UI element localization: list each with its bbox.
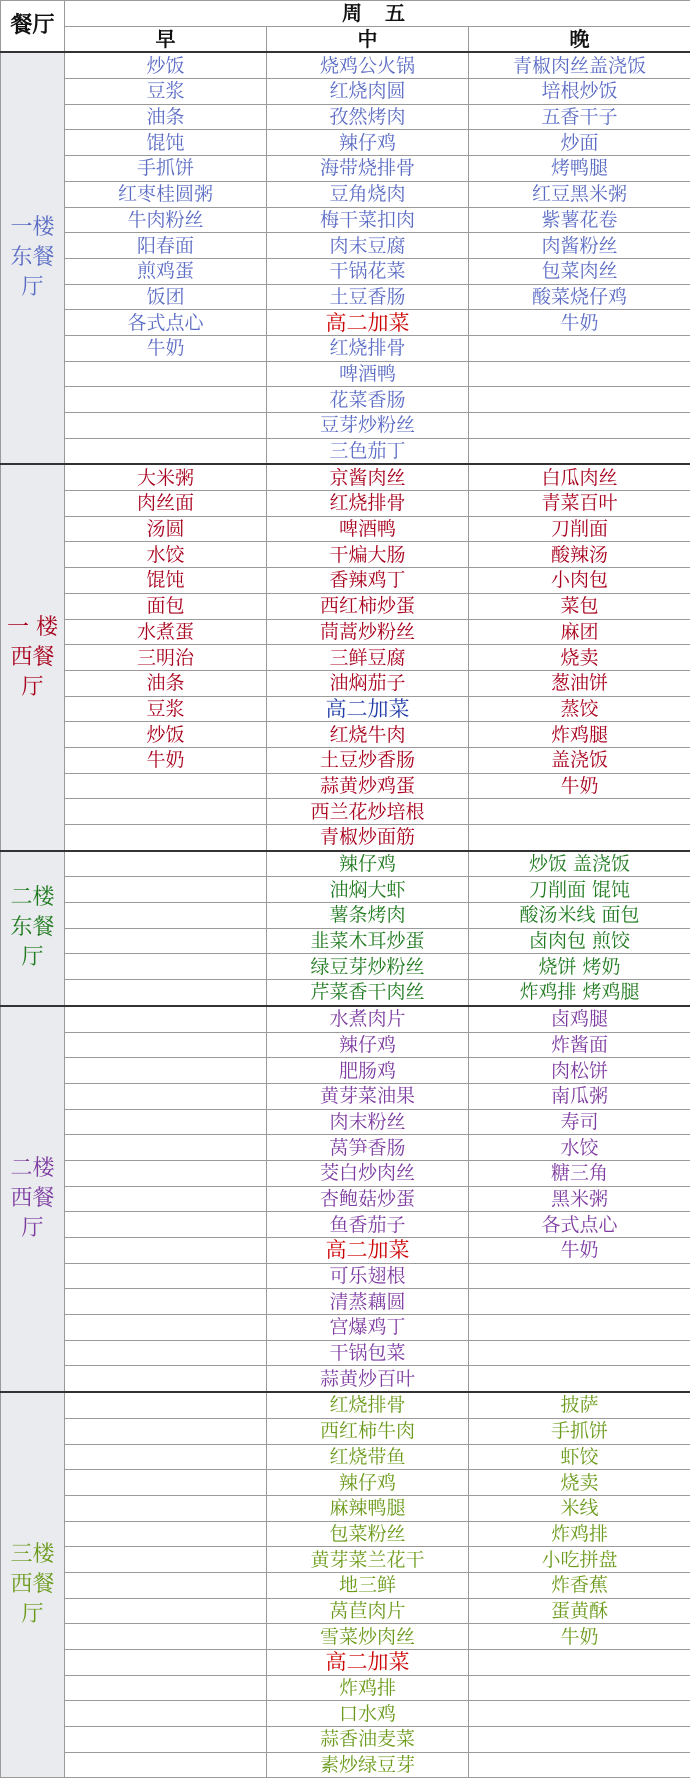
- dish-dinner: 盖浇饭: [469, 747, 690, 773]
- dish-lunch: 炸鸡排: [267, 1675, 469, 1701]
- dish-breakfast: 肉丝面: [65, 491, 267, 517]
- dish-highlight: 高二加菜: [267, 310, 469, 336]
- dish-lunch: 豆芽炒粉丝: [267, 413, 469, 439]
- meal-header-breakfast: 早: [65, 26, 267, 52]
- dish-breakfast: [65, 1238, 267, 1264]
- dish-dinner: 虾饺: [469, 1444, 690, 1470]
- corner-label: [1, 1, 65, 53]
- dish-lunch: 干煸大肠: [267, 542, 469, 568]
- menu-row: [1, 1366, 690, 1392]
- dish-dinner: 炸鸡腿: [469, 722, 690, 748]
- dish-breakfast: [65, 1752, 267, 1778]
- menu-row: [1, 722, 690, 748]
- menu-row: [1, 1547, 690, 1573]
- dish-dinner: 白瓜肉丝: [469, 464, 690, 490]
- dish-breakfast: 牛奶: [65, 335, 267, 361]
- dish-breakfast: [65, 361, 267, 387]
- dish-dinner: 水饺: [469, 1135, 690, 1161]
- dish-lunch: 杏鲍菇炒蛋: [267, 1186, 469, 1212]
- dish-dinner: 小肉包: [469, 568, 690, 594]
- dish-breakfast: [65, 1650, 267, 1676]
- dish-lunch: 薯条烤肉: [267, 903, 469, 929]
- hall-name: 一楼东餐厅: [1, 52, 65, 464]
- dish-dinner: 卤鸡腿: [469, 1006, 690, 1032]
- dish-lunch: 干锅花菜: [267, 258, 469, 284]
- dish-lunch: 烧鸡公火锅: [267, 52, 469, 78]
- menu-row: [1, 954, 690, 980]
- menu-row: [1, 413, 690, 439]
- dish-breakfast: 大米粥: [65, 464, 267, 490]
- dish-breakfast: [65, 1572, 267, 1598]
- dish-dinner: [469, 825, 690, 851]
- dish-dinner: [469, 1289, 690, 1315]
- menu-row: [1, 1212, 690, 1238]
- dish-lunch: 西红柿牛肉: [267, 1418, 469, 1444]
- dish-dinner: 炸酱面: [469, 1032, 690, 1058]
- dish-dinner: 小吃拼盘: [469, 1547, 690, 1573]
- dish-dinner: 米线: [469, 1495, 690, 1521]
- hall-name: 一 楼西餐厅: [1, 464, 65, 850]
- dish-dinner: 烧饼 烤奶: [469, 954, 690, 980]
- meal-header-dinner: 晚: [469, 26, 690, 52]
- menu-row: [1, 747, 690, 773]
- menu-row: [1, 773, 690, 799]
- menu-row: [1, 851, 690, 877]
- dish-dinner: 寿司: [469, 1109, 690, 1135]
- dish-dinner: 炸鸡排 烤鸡腿: [469, 980, 690, 1006]
- menu-row: [1, 335, 690, 361]
- dish-dinner: 糖三角: [469, 1160, 690, 1186]
- dish-breakfast: 油条: [65, 670, 267, 696]
- corner-label-text: 餐厅: [10, 13, 55, 39]
- dish-breakfast: [65, 1547, 267, 1573]
- dish-breakfast: [65, 1315, 267, 1341]
- menu-row: [1, 1032, 690, 1058]
- dish-lunch: 豆角烧肉: [267, 181, 469, 207]
- menu-row: [1, 1470, 690, 1496]
- dish-dinner: 蛋黄酥: [469, 1598, 690, 1624]
- dish-lunch: 清蒸藕圆: [267, 1289, 469, 1315]
- menu-row: [1, 593, 690, 619]
- menu-row: [1, 310, 690, 336]
- menu-row: [1, 1624, 690, 1650]
- dish-lunch: 西红柿炒蛋: [267, 593, 469, 619]
- dish-dinner: 五香干子: [469, 104, 690, 130]
- dish-dinner: 各式点心: [469, 1212, 690, 1238]
- hall-name: 二楼西餐厅: [1, 1006, 65, 1392]
- dish-dinner: [469, 1315, 690, 1341]
- dish-breakfast: [65, 1366, 267, 1392]
- dish-breakfast: [65, 1058, 267, 1084]
- dish-lunch: 红烧带鱼: [267, 1444, 469, 1470]
- dish-lunch: 辣仔鸡: [267, 1470, 469, 1496]
- dish-breakfast: [65, 413, 267, 439]
- menu-row: [1, 156, 690, 182]
- dish-dinner: [469, 799, 690, 825]
- dish-breakfast: [65, 928, 267, 954]
- dish-lunch: 肉末豆腐: [267, 233, 469, 259]
- hall-name: 二楼东餐厅: [1, 851, 65, 1006]
- dish-dinner: [469, 1701, 690, 1727]
- dish-breakfast: [65, 1160, 267, 1186]
- menu-row: [1, 1444, 690, 1470]
- dish-lunch: 肥肠鸡: [267, 1058, 469, 1084]
- menu-row: [1, 799, 690, 825]
- dish-lunch: 肉末粉丝: [267, 1109, 469, 1135]
- menu-row: [1, 670, 690, 696]
- dish-lunch: 茼蒿炒粉丝: [267, 619, 469, 645]
- dish-breakfast: [65, 1444, 267, 1470]
- dish-dinner: 炒面: [469, 130, 690, 156]
- dish-highlight: 高二加菜: [267, 696, 469, 722]
- dish-breakfast: [65, 1418, 267, 1444]
- dish-breakfast: [65, 1624, 267, 1650]
- menu-row: [1, 1572, 690, 1598]
- dish-breakfast: 炒饭: [65, 52, 267, 78]
- dish-breakfast: [65, 1495, 267, 1521]
- dish-dinner: 南瓜粥: [469, 1083, 690, 1109]
- dish-lunch: 啤酒鸭: [267, 361, 469, 387]
- menu-row: [1, 1752, 690, 1778]
- menu-row: [1, 464, 690, 490]
- dish-lunch: 宫爆鸡丁: [267, 1315, 469, 1341]
- dish-breakfast: [65, 954, 267, 980]
- dish-dinner: 牛奶: [469, 1624, 690, 1650]
- dish-dinner: 麻团: [469, 619, 690, 645]
- dish-dinner: 蒸饺: [469, 696, 690, 722]
- dish-dinner: 烤鸭腿: [469, 156, 690, 182]
- menu-row: [1, 130, 690, 156]
- dish-lunch: 莴苣肉片: [267, 1598, 469, 1624]
- dish-dinner: 牛奶: [469, 310, 690, 336]
- dish-dinner: 牛奶: [469, 1238, 690, 1264]
- menu-body: [1, 52, 690, 1778]
- menu-row: [1, 1650, 690, 1676]
- dish-dinner: 紫薯花卷: [469, 207, 690, 233]
- menu-row: [1, 1238, 690, 1264]
- dish-dinner: 牛奶: [469, 773, 690, 799]
- dish-breakfast: [65, 438, 267, 464]
- menu-row: [1, 903, 690, 929]
- dish-breakfast: 红枣桂圆粥: [65, 181, 267, 207]
- menu-row: [1, 1675, 690, 1701]
- dish-breakfast: 牛奶: [65, 747, 267, 773]
- dish-breakfast: 馄饨: [65, 568, 267, 594]
- dish-breakfast: [65, 1701, 267, 1727]
- dish-lunch: 蒜香油麦菜: [267, 1727, 469, 1753]
- menu-row: [1, 645, 690, 671]
- dish-breakfast: 油条: [65, 104, 267, 130]
- dish-breakfast: [65, 1032, 267, 1058]
- dish-highlight: 高二加菜: [267, 1650, 469, 1676]
- dish-lunch: 土豆香肠: [267, 284, 469, 310]
- dish-breakfast: [65, 1392, 267, 1418]
- dish-highlight: 高二加菜: [267, 1238, 469, 1264]
- dish-breakfast: [65, 1521, 267, 1547]
- menu-row: [1, 542, 690, 568]
- dish-breakfast: 阳春面: [65, 233, 267, 259]
- dish-breakfast: [65, 877, 267, 903]
- dish-dinner: 披萨: [469, 1392, 690, 1418]
- menu-row: [1, 1392, 690, 1418]
- dish-breakfast: [65, 1212, 267, 1238]
- dish-lunch: 西兰花炒培根: [267, 799, 469, 825]
- menu-row: [1, 568, 690, 594]
- hall-name: 三楼西餐厅: [1, 1392, 65, 1778]
- menu-row: [1, 181, 690, 207]
- dish-lunch: 红烧排骨: [267, 491, 469, 517]
- menu-row: [1, 1289, 690, 1315]
- menu-row: [1, 258, 690, 284]
- dish-breakfast: [65, 903, 267, 929]
- menu-row: [1, 1521, 690, 1547]
- menu-row: [1, 104, 690, 130]
- dish-breakfast: 豆浆: [65, 696, 267, 722]
- dish-breakfast: 水饺: [65, 542, 267, 568]
- dish-lunch: 香辣鸡丁: [267, 568, 469, 594]
- menu-row: [1, 207, 690, 233]
- dish-lunch: 绿豆芽炒粉丝: [267, 954, 469, 980]
- dish-breakfast: 面包: [65, 593, 267, 619]
- dish-dinner: [469, 361, 690, 387]
- dish-breakfast: [65, 1006, 267, 1032]
- dish-dinner: 手抓饼: [469, 1418, 690, 1444]
- menu-row: [1, 877, 690, 903]
- dish-dinner: 红豆黑米粥: [469, 181, 690, 207]
- dish-breakfast: [65, 1109, 267, 1135]
- dish-breakfast: [65, 1083, 267, 1109]
- menu-row: [1, 1598, 690, 1624]
- dish-lunch: 油焖大虾: [267, 877, 469, 903]
- dish-lunch: 芹菜香干肉丝: [267, 980, 469, 1006]
- dish-lunch: 蒜黄炒鸡蛋: [267, 773, 469, 799]
- menu-row: [1, 928, 690, 954]
- dish-dinner: 刀削面: [469, 516, 690, 542]
- dish-lunch: 辣仔鸡: [267, 851, 469, 877]
- dish-lunch: 孜然烤肉: [267, 104, 469, 130]
- dish-dinner: 青椒肉丝盖浇饭: [469, 52, 690, 78]
- dish-lunch: 可乐翅根: [267, 1263, 469, 1289]
- dish-dinner: 卤肉包 煎饺: [469, 928, 690, 954]
- dish-dinner: 刀削面 馄饨: [469, 877, 690, 903]
- menu-row: [1, 1058, 690, 1084]
- dish-breakfast: 煎鸡蛋: [65, 258, 267, 284]
- dish-lunch: 韭菜木耳炒蛋: [267, 928, 469, 954]
- menu-row: [1, 1135, 690, 1161]
- menu-row: [1, 1006, 690, 1032]
- menu-row: [1, 1186, 690, 1212]
- dish-dinner: [469, 1340, 690, 1366]
- dish-breakfast: 各式点心: [65, 310, 267, 336]
- dish-dinner: 黑米粥: [469, 1186, 690, 1212]
- menu-row: [1, 825, 690, 851]
- dish-breakfast: 水煮蛋: [65, 619, 267, 645]
- dish-breakfast: [65, 1598, 267, 1624]
- dish-lunch: 干锅包菜: [267, 1340, 469, 1366]
- dish-dinner: 烧卖: [469, 1470, 690, 1496]
- dish-breakfast: [65, 1263, 267, 1289]
- dish-breakfast: 三明治: [65, 645, 267, 671]
- dish-breakfast: 炒饭: [65, 722, 267, 748]
- menu-row: [1, 438, 690, 464]
- dish-breakfast: 馄饨: [65, 130, 267, 156]
- dish-dinner: [469, 413, 690, 439]
- dish-dinner: 包菜肉丝: [469, 258, 690, 284]
- dish-dinner: 炒饭 盖浇饭: [469, 851, 690, 877]
- dish-dinner: [469, 1650, 690, 1676]
- dish-lunch: 红烧排骨: [267, 335, 469, 361]
- dish-dinner: 葱油饼: [469, 670, 690, 696]
- menu-row: [1, 284, 690, 310]
- menu-row: [1, 1315, 690, 1341]
- dish-lunch: 海带烧排骨: [267, 156, 469, 182]
- dish-breakfast: 豆浆: [65, 79, 267, 105]
- dish-dinner: 肉酱粉丝: [469, 233, 690, 259]
- dish-lunch: 莴笋香肠: [267, 1135, 469, 1161]
- menu-row: [1, 1109, 690, 1135]
- dish-breakfast: 饭团: [65, 284, 267, 310]
- dish-breakfast: [65, 851, 267, 877]
- menu-row: [1, 387, 690, 413]
- dish-dinner: 肉松饼: [469, 1058, 690, 1084]
- dish-lunch: 雪菜炒肉丝: [267, 1624, 469, 1650]
- dish-breakfast: [65, 387, 267, 413]
- dish-breakfast: 牛肉粉丝: [65, 207, 267, 233]
- dish-dinner: 烧卖: [469, 645, 690, 671]
- menu-row: [1, 980, 690, 1006]
- dish-dinner: 炸鸡排: [469, 1521, 690, 1547]
- dish-dinner: 青菜百叶: [469, 491, 690, 517]
- menu-row: [1, 1727, 690, 1753]
- menu-row: [1, 361, 690, 387]
- dish-dinner: 酸菜烧仔鸡: [469, 284, 690, 310]
- menu-row: [1, 619, 690, 645]
- dish-dinner: [469, 387, 690, 413]
- dish-breakfast: 手抓饼: [65, 156, 267, 182]
- dish-breakfast: [65, 1727, 267, 1753]
- menu-row: [1, 1160, 690, 1186]
- dish-dinner: 培根炒饭: [469, 79, 690, 105]
- dish-lunch: 红烧排骨: [267, 1392, 469, 1418]
- dish-lunch: 土豆炒香肠: [267, 747, 469, 773]
- meal-header-lunch: 中: [267, 26, 469, 52]
- dish-lunch: 青椒炒面筋: [267, 825, 469, 851]
- menu-row: [1, 516, 690, 542]
- dish-lunch: 包菜粉丝: [267, 1521, 469, 1547]
- menu-row: [1, 1418, 690, 1444]
- menu-row: [1, 79, 690, 105]
- dish-breakfast: 汤圆: [65, 516, 267, 542]
- dish-dinner: 炸香蕉: [469, 1572, 690, 1598]
- dish-dinner: [469, 1366, 690, 1392]
- dish-lunch: 三鲜豆腐: [267, 645, 469, 671]
- dish-dinner: [469, 1263, 690, 1289]
- dish-lunch: 地三鲜: [267, 1572, 469, 1598]
- menu-row: [1, 491, 690, 517]
- dish-breakfast: [65, 825, 267, 851]
- dish-breakfast: [65, 799, 267, 825]
- dish-breakfast: [65, 1289, 267, 1315]
- dish-dinner: [469, 1752, 690, 1778]
- dish-lunch: 油焖茄子: [267, 670, 469, 696]
- dish-lunch: 三色茄丁: [267, 438, 469, 464]
- dish-breakfast: [65, 1470, 267, 1496]
- dish-lunch: 红烧肉圆: [267, 79, 469, 105]
- dish-lunch: 鱼香茄子: [267, 1212, 469, 1238]
- dish-lunch: 京酱肉丝: [267, 464, 469, 490]
- dish-dinner: [469, 1727, 690, 1753]
- dish-lunch: 黄芽菜兰花干: [267, 1547, 469, 1573]
- dish-lunch: 花菜香肠: [267, 387, 469, 413]
- dish-dinner: 酸汤米线 面包: [469, 903, 690, 929]
- menu-row: [1, 1263, 690, 1289]
- dish-lunch: 素炒绿豆芽: [267, 1752, 469, 1778]
- menu-header: [1, 1, 690, 53]
- dish-lunch: 辣仔鸡: [267, 130, 469, 156]
- dish-lunch: 麻辣鸭腿: [267, 1495, 469, 1521]
- dish-lunch: 蒜黄炒百叶: [267, 1366, 469, 1392]
- menu-row: [1, 1340, 690, 1366]
- dish-lunch: 红烧牛肉: [267, 722, 469, 748]
- dish-lunch: 水煮肉片: [267, 1006, 469, 1032]
- dish-lunch: 口水鸡: [267, 1701, 469, 1727]
- dish-lunch: 辣仔鸡: [267, 1032, 469, 1058]
- dish-dinner: [469, 1675, 690, 1701]
- dish-dinner: 菜包: [469, 593, 690, 619]
- dish-lunch: 梅干菜扣肉: [267, 207, 469, 233]
- menu-row: [1, 1495, 690, 1521]
- dish-breakfast: [65, 1135, 267, 1161]
- menu-row: [1, 52, 690, 78]
- dish-lunch: 茭白炒肉丝: [267, 1160, 469, 1186]
- day-title: 周 五: [65, 1, 690, 27]
- dish-lunch: 黄芽菜油果: [267, 1083, 469, 1109]
- dish-breakfast: [65, 980, 267, 1006]
- menu-row: [1, 1701, 690, 1727]
- dish-lunch: 啤酒鸭: [267, 516, 469, 542]
- dish-dinner: 酸辣汤: [469, 542, 690, 568]
- dish-breakfast: [65, 1340, 267, 1366]
- dish-dinner: [469, 438, 690, 464]
- dish-dinner: [469, 335, 690, 361]
- menu-row: [1, 1083, 690, 1109]
- dish-breakfast: [65, 773, 267, 799]
- dish-breakfast: [65, 1186, 267, 1212]
- menu-row: [1, 696, 690, 722]
- dish-breakfast: [65, 1675, 267, 1701]
- menu-row: [1, 233, 690, 259]
